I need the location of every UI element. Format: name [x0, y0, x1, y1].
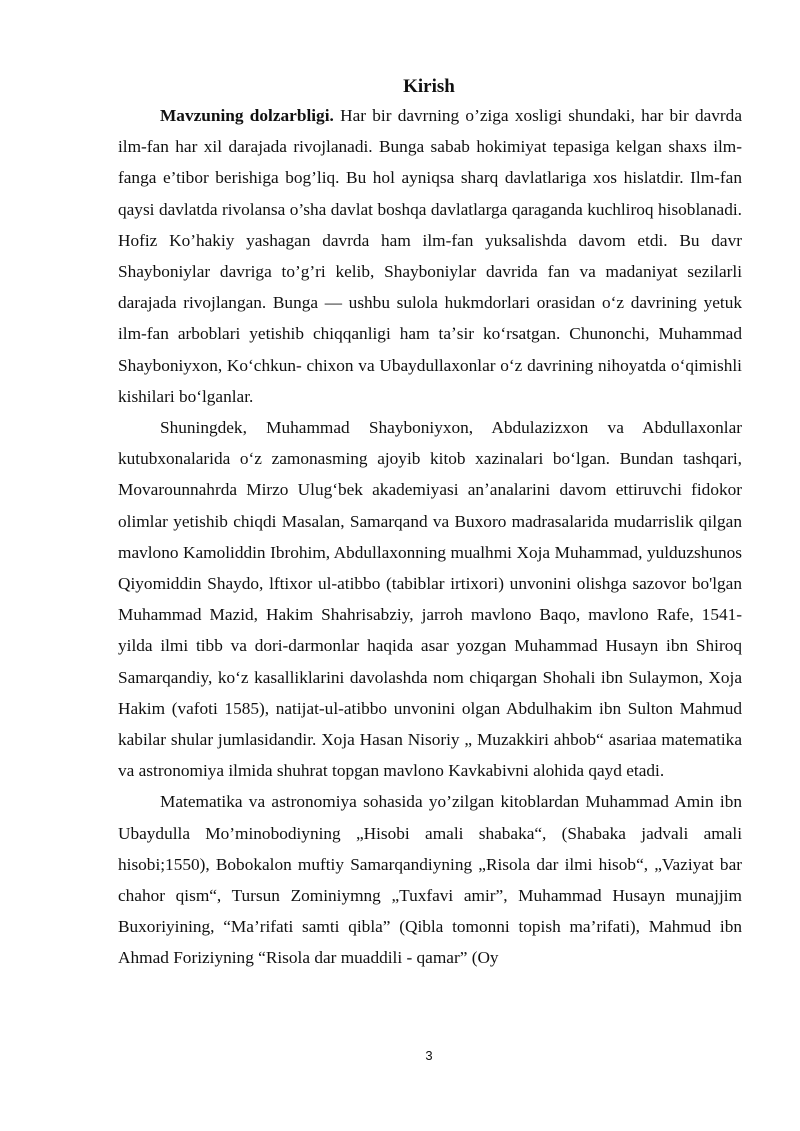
paragraph-scholars: [118, 412, 742, 786]
body-text: [118, 100, 742, 974]
paragraph-text: Matematika va astronomiya sohasida yo’zilgan kitoblardan Muhammad Amin ibn Ubaydulla Mo’minobodiyning „Hisobi amali shabaka“, (Shabaka jadvali amali hisobi;1550), Bobokalon muftiy Samarqandiyning „Risola dar ilmi hisob“, „Vaziyat bar chahor qism“, Tursun Zominiymng „Tuxfavi amir”, Muhammad Husayn munajjim Buxoriyining, “Ma’rifati samti qibla” (Qibla tomonni topish ma’rifati), Mahmud ibn Ahmad Foriziyning “Risola dar muaddili - qamar” (Oy: [118, 792, 742, 968]
paragraph-lead: Mavzuning dolzarbligi.: [160, 106, 334, 125]
page-number: 3: [425, 1048, 433, 1063]
paragraph-text: Shuningdek, Muhammad Shayboniyxon, Abdulazizxon va Abdullaxonlar kutubxonalarida oʻz zamonasming ajoyib kitob xazinalari boʻlgan. Bundan tashqari, Movarounnahrda Mirzo Ulugʻbek akademiyasi anʼanalarini davom ettiruvchi fidokor olimlar yetishib chiqdi Masalan, Samarqand va Buxoro madrasalarida mudarrislik qilgan mavlono Kamoliddin Ibrohim, Abdullaxonning mualhmi Xoja Muhammad, yulduzshunos Qiyomiddin Shaydo, lftixor ul-atibbo (tabiblar irtixori) unvonini olishga sazovor bo'lgan Muhammad Mazid, Hakim Shahrisabziy, jarroh mavlono Baqo, mavlono Rafe, 1541- yilda ilmi tibb va dori-darmonlar haqida asar yozgan Muhammad Husayn ibn Shiroq Samarqandiy, koʻz kasalliklarini davolashda nom chiqargan Shohali ibn Sulaymon, Xoja Hakim (vafoti 1585), natijat-ul-atibbo unvonini olgan Abdulhakim ibn Sulton Mahmud kabilar shular jumlasidandir. Xoja Hasan Nisoriy „ Muzakkiri ahbob“ asariaa matematika va astronomiya ilmida shuhrat topgan mavlono Kavkabivni alohida qayd etadi.: [118, 418, 742, 781]
paragraph-relevance: [118, 100, 742, 412]
paragraph-text: Har bir davrning o’ziga xosligi shundaki, har bir davrda ilm-fan har xil darajada rivojlanadi. Bunga sabab hokimiyat tepasiga kelgan shaxs ilm-fanga e’tibor berishiga bog’liq. Bu hol ayniqsa sharq davlatlariga xos hislatdir. Ilm-fan qaysi davlatda rivolansa o’sha davlat boshqa davlatlarga qaraganda kuchliroq hisoblanadi. Hofiz Ko’hakiy yashagan davrda ham ilm-fan yuksalishda davom etdi. Bu davr Shayboniylar davriga to’g’ri kelib, Shayboniylar davrida fan va madaniyat sezilarli darajada rivojlangan. Bunga — ushbu sulola hukmdorlari orasidan oʻz davrining yetuk ilm-fan arboblari yetishib chiqqanligi ham taʼsir koʻrsatgan. Chunonchi, Muhammad Shayboniyxon, Koʻchkun- chixon va Ubaydullaxonlar oʻz davrining nihoyatda oʻqimishli kishilari boʻlganlar.: [118, 106, 742, 406]
section-heading: Kirish: [403, 76, 455, 97]
paragraph-math-astronomy: [118, 786, 742, 973]
